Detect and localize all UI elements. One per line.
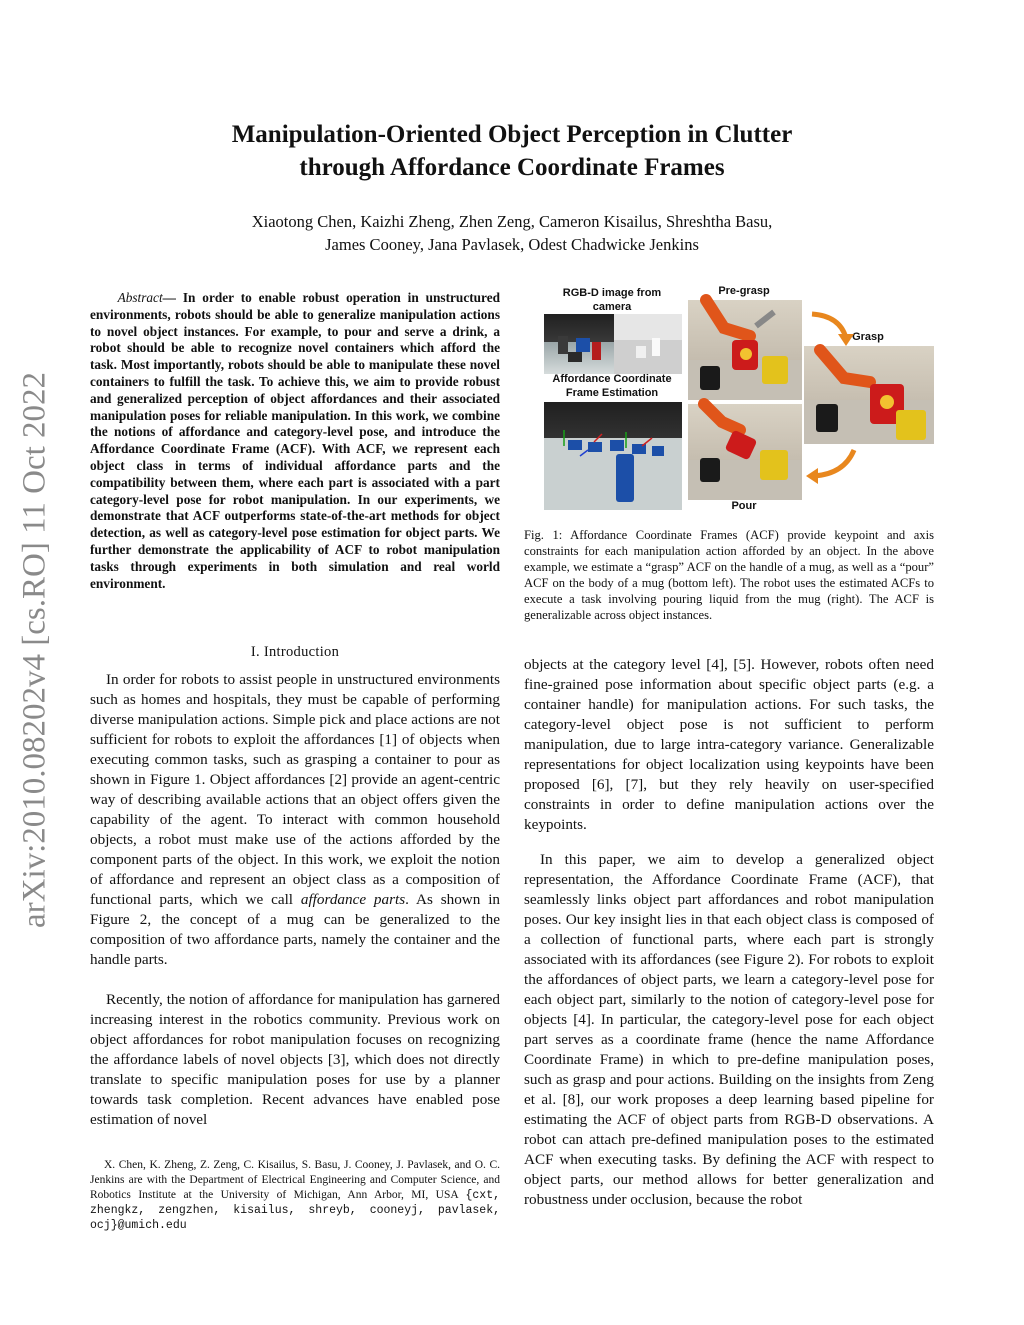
figure-caption: Fig. 1: Affordance Coordinate Frames (ACF) provide keypoint and axis constraints for each manipulation action afforded by an object. In the above example, we estimate a “grasp” ACF on the handle of a mug, as well as a “pour” ACF on the body of a mug (bottom left). The robot uses the estimated ACFs to execute a task involving pouring liquid from the mug (right). The ACF is generalizable across object instances. [524,528,934,622]
intro-column-left [90,670,500,970]
footnote-emails: {cxt, zhengkz, zengzhen, kisailus, shreyb, cooneyj, pavlasek, ocj}@umich.edu [90,1189,500,1232]
rgbd-image [544,314,682,374]
paragraph: In this paper, we aim to develop a generalized object representation, the Affordance Coordinate Frame (ACF), that seamlessly links object part affordances and robot manipulation poses. Our key insight lies in that each object class is composed of a collection of functional parts, where each part is strongly associated with its affordances (see Figure 2). For robots to exploit the affordances of object parts, we learn a category-level pose for each object part, similarly to the notion of category-level pose for objects [4]. In particular, the category-level pose for each object part serves as a coordinate frame (hence the name Affordance Coordinate Frame) in which to pre-define manipulation poses, such as grasp and pour actions. Building on the insights from Zeng et al. [8], our work proposes a deep learning based pipeline for estimating the ACF of object parts from RGB-D observations. A robot can attach pre-defined manipulation poses to the estimated ACF when executing tasks. By defining the ACF with respect to object parts, our method allows for better generalization and robustness under occlusion, because the robot [524,851,934,1208]
arxiv-stamp: arXiv:2010.08202v4 [cs.RO] 11 Oct 2022 [16,371,53,929]
author-line: Xiaotong Chen, Kaizhi Zheng, Zhen Zeng, Cameron Kisailus, Shreshtha Basu, [251,212,773,231]
label-grasp: Grasp [852,331,884,343]
pour-image [688,404,802,500]
title-line: Manipulation-Oriented Object Perception in Clutter [231,121,793,148]
label-acf: Affordance Coordinate [552,373,672,385]
paper-title [150,118,874,184]
arrow-head [806,468,818,484]
paragraph: Recently, the notion of affordance for manipulation has garnered increasing interest in the robotics community. Previous work on object affordances for robot manipulation focuses on recognizing the affordance labels of novel objects [3], which does not directly translate to specific manipulation poses for use by a planner towards task completion. Recent advances have enabled pose estimation of novel [90,991,500,1128]
arrow-grasp-to-pour [814,450,854,476]
intro-column-left-2 [90,990,500,1130]
pregrasp-image [688,300,802,400]
abstract-text: In order to enable robust operation in unstructured environments, robots should be able to generalize manipulation actions to novel object instances. For example, to pour and serve a drink, a robot should be able to recognize novel containers which afford the task. Most importantly, robots should be able to manipulate these novel containers to fulfill the task. To achieve this, we aim to provide robust and generalized perception of object affordances and their associated manipulation poses for reliable manipulation. In this work, we combine the notions of affordance and category-level pose, and introduce the Affordance Coordinate Frame (ACF). With ACF, we represent each object class in terms of individual affordance parts and the compatibility between them, where each part is associated with a part category-level pose for robot manipulation. In our experiments, we demonstrate that ACF outperforms state-of-the-art methods for object detection, as well as category-level pose estimation for object parts. We further demonstrate the applicability of ACF to robot manipulation tasks through experiments in both simulation and real world environment. [90,290,501,591]
right-column-2 [524,850,934,1210]
figure-1 [524,280,934,512]
label-pour: Pour [731,500,757,512]
paragraph: objects at the category level [4], [5]. However, robots often need fine-grained pose information about specific object parts (e.g. a container handle) for manipulation actions. For such tasks, the category-level object pose is not sufficient to perform manipulation, due to large intra-category variance. Generalizable representations for object localization using keypoints have been proposed [6], [7], but they rely heavily on user-specified constraints in order to define manipulation actions over the keypoints. [524,656,934,833]
abstract: Abstract— In order to enable robust operation in unstructured environments, robots should be able to generalize manipulation actions to novel object instances. For example, to pour and serve a drink, a robot should be able to recognize novel containers which afford the task. Most importantly, robots should be able to manipulate these novel containers to fulfill the task. To achieve this, we aim to provide robust and generalized perception of object affordances and their associated manipulation poses for reliable manipulation. In this work, we combine the notions of affordance and category-level pose, and introduce the Affordance Coordinate Frame (ACF). With ACF, we represent each object class in terms of individual affordance parts and the compatibility between them, where each part is associated with a part category-level pose for robot manipulation. In our experiments, we demonstrate that ACF outperforms state-of-the-art methods for object detection, as well as category-level pose estimation for object parts. We further demonstrate the applicability of ACF to robot manipulation tasks through experiments in both simulation and real world environment. [90,290,501,591]
grasp-image [804,346,934,444]
author-line: James Cooney, Jana Pavlasek, Odest Chadwicke Jenkins [325,235,699,254]
footnote: X. Chen, K. Zheng, Z. Zeng, C. Kisailus, S. Basu, J. Cooney, J. Pavlasek, and O. C. Jenkins are with the Department of Electrical Engineering and Computer Science, and Robotics Institute at the University of Michigan, Ann Arbor, MI, USA {cxt, zhengkz, zengzhen, kisailus, shreyb, cooneyj, pavlasek, ocj}@umich.edu [90,1159,500,1232]
label-pregrasp: Pre-grasp [718,285,770,297]
acf-image [544,402,682,510]
section-heading: I. Introduction [250,644,340,660]
title-line: through Affordance Coordinate Frames [299,154,725,181]
abstract-label: Abstract [117,290,163,305]
right-column-1 [524,655,934,835]
label-rgbd: RGB-D image from [562,287,662,299]
author-list [150,210,874,256]
label-rgbd: camera [592,301,632,313]
paragraph: In order for robots to assist people in unstructured environments such as homes and hospitals, they must be capable of performing diverse manipulation actions. Simple pick and place actions are not sufficient for robots to exploit the affordances [1] of objects when executing common tasks, such as grasping a container to pour as shown in Figure 1. Object affordances [2] provide an agent-centric way of describing available actions that an object offers given the capability of the agent. To interact with common household objects, a robot must make use of the actions afforded by the component parts of the object. In this work, we exploit the notion of affordance and represent an object class as a composition of functional parts, which we call affordance parts. As shown in Figure 2, the concept of a mug can be generalized to the composition of two affordance parts, namely the container and the handle parts. [90,671,501,968]
label-acf: Frame Estimation [565,387,659,399]
emphasis: affordance parts [300,891,406,908]
